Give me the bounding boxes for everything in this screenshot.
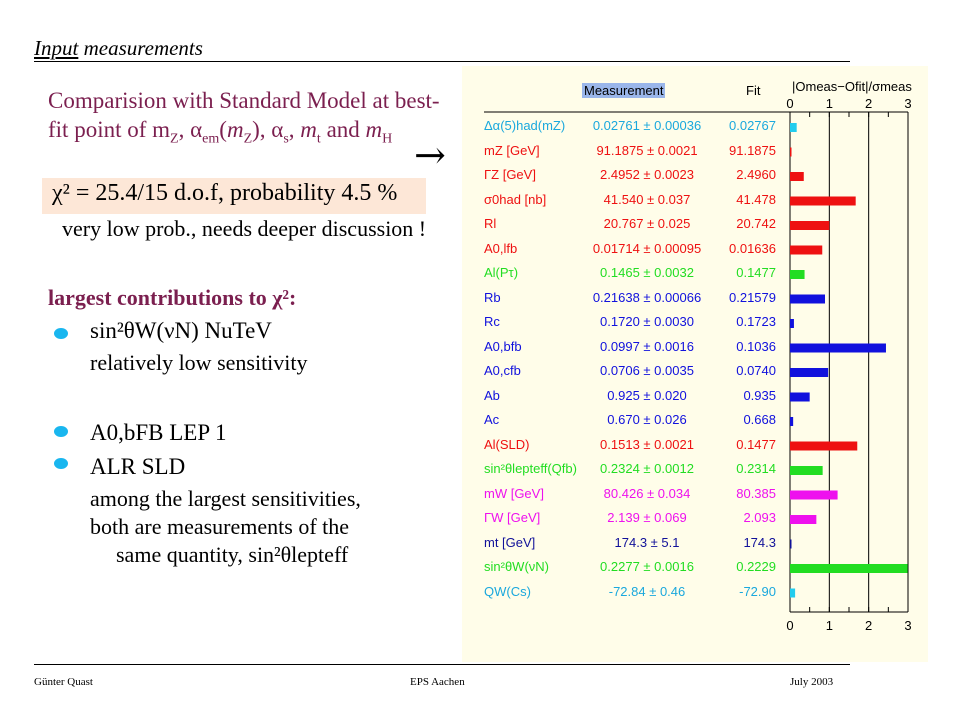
tick-label-top: 2 (865, 96, 873, 111)
pull-bar (790, 466, 823, 475)
row-fit: 0.1477 (736, 265, 776, 280)
row-label: A0,bfb (484, 338, 522, 354)
pull-bar (790, 491, 838, 500)
row-measurement: 41.540 ± 0.037 (603, 191, 691, 207)
tick-label-top: 3 (904, 96, 912, 111)
row-label: σ0had [nb] (484, 191, 547, 207)
row-measurement: 0.02761 ± 0.00036 (592, 118, 702, 133)
row-fit: -72.90 (739, 583, 776, 599)
bullet-alr-note-2: both are measurements of the (90, 514, 350, 539)
pull-bar (790, 197, 856, 206)
slide-title (34, 36, 203, 61)
footer-rule (34, 664, 850, 665)
row-label: Al(Pτ) (484, 265, 519, 280)
row-measurement: 80.426 ± 0.034 (603, 485, 691, 501)
arrow-glyph: → (414, 133, 446, 177)
tick-label-top: 0 (786, 96, 794, 111)
row-fit: 0.1036 (736, 338, 776, 354)
row-measurement: 0.1720 ± 0.0030 (600, 314, 694, 329)
pull-bar (790, 172, 804, 181)
pull-bar (790, 540, 792, 549)
pull-bar (790, 515, 816, 524)
row-measurement: 0.21638 ± 0.00066 (592, 289, 702, 305)
row-fit: 41.478 (736, 191, 776, 207)
row-label: Rc (484, 314, 500, 329)
tick-label-bottom: 3 (904, 618, 912, 633)
row-measurement: -72.84 ± 0.46 (608, 583, 686, 599)
row-measurement: 0.01714 ± 0.00095 (592, 240, 702, 256)
pull-bar (790, 148, 792, 157)
title-input-word: Input (34, 36, 79, 60)
row-label: Ac (484, 412, 500, 427)
tick-label-bottom: 2 (865, 618, 873, 633)
header-pull: |Omeas−Ofit|/σmeas (792, 79, 912, 94)
footer-author: Günter Quast (34, 676, 93, 688)
row-label: Al(SLD) (484, 436, 530, 452)
title-rule (34, 61, 850, 62)
row-label: ΓZ [GeV] (484, 167, 536, 182)
row-label: mZ [GeV] (484, 142, 540, 158)
row-label: ΓW [GeV] (484, 510, 541, 525)
row-measurement: 0.2277 ± 0.0016 (600, 559, 694, 574)
bullet-nutev-note: relatively low sensitivity (90, 350, 308, 375)
row-fit: 0.02767 (729, 118, 776, 133)
comparison-text (48, 86, 440, 147)
pull-bar (790, 270, 805, 279)
row-fit: 2.093 (743, 510, 776, 525)
row-fit: 0.2314 (736, 461, 776, 476)
row-fit: 0.935 (743, 387, 776, 403)
pull-bar (790, 344, 886, 353)
footer-conference: EPS Aachen (410, 676, 465, 688)
row-fit: 80.385 (736, 485, 776, 501)
row-fit: 0.01636 (729, 240, 776, 256)
header-measurement: Measurement (584, 83, 664, 98)
low-probability-note: very low prob., needs deeper discussion ! (62, 216, 427, 241)
pull-bar (790, 442, 857, 451)
pull-bar (790, 319, 794, 328)
row-measurement: 2.139 ± 0.069 (607, 510, 687, 525)
row-fit: 20.742 (736, 216, 776, 231)
row-label: mW [GeV] (484, 485, 544, 501)
row-measurement: 0.1513 ± 0.0021 (600, 436, 694, 452)
pull-bar (790, 368, 828, 377)
pull-bar (790, 221, 829, 230)
largest-contributions-heading: largest contributions to χ²: (48, 285, 297, 310)
tick-label-bottom: 1 (825, 618, 833, 633)
bullet-nutev: sin²θW(νN) NuTeV (90, 318, 272, 343)
pull-bar (790, 417, 793, 426)
row-measurement: 0.0706 ± 0.0035 (600, 363, 694, 378)
row-label: Rb (484, 289, 501, 305)
pull-bar (790, 295, 825, 304)
row-label: Δα(5)had(mZ) (484, 118, 566, 133)
row-fit: 91.1875 (729, 142, 776, 158)
row-measurement: 91.1875 ± 0.0021 (596, 142, 698, 158)
row-label: Ab (484, 387, 500, 403)
row-fit: 0.1723 (736, 314, 776, 329)
row-fit: 0.21579 (729, 289, 776, 305)
bullet-afb-lep: A0,bFB LEP 1 (90, 420, 227, 445)
row-fit: 174.3 (743, 534, 776, 550)
row-label: Rl (484, 216, 497, 231)
title-rest: measurements (78, 36, 203, 60)
row-measurement: 20.767 ± 0.025 (603, 216, 691, 231)
bullet-icon (54, 458, 68, 469)
ew-fit-table-panel (462, 66, 928, 662)
pull-bar (790, 564, 908, 573)
row-label: sin²θlepteff(Qfb) (484, 461, 577, 476)
tick-label-bottom: 0 (786, 618, 794, 633)
row-measurement: 0.2324 ± 0.0012 (600, 461, 694, 476)
comparison-line-1: Comparision with Standard Model at best- (48, 88, 440, 113)
bullet-alr-note-1: among the largest sensitivities, (90, 486, 361, 511)
row-fit: 0.2229 (736, 559, 776, 574)
row-measurement: 0.925 ± 0.020 (607, 387, 687, 403)
row-label: sin²θW(νN) (484, 559, 549, 574)
row-label: QW(Cs) (484, 583, 531, 599)
row-label: mt [GeV] (484, 534, 536, 550)
tick-label-top: 1 (825, 96, 833, 111)
pull-bar (790, 246, 822, 255)
row-measurement: 0.670 ± 0.026 (607, 412, 687, 427)
row-fit: 0.668 (743, 412, 776, 427)
row-fit: 2.4960 (736, 167, 776, 182)
comparison-line-2: fit point of $m_Z$, $\alpha_{em}(m_Z)$, $\alpha_s$, $m_t$ and $m_H$ (48, 117, 393, 147)
row-fit: 0.0740 (736, 363, 776, 378)
bullet-icon (54, 328, 68, 339)
row-measurement: 0.0997 ± 0.0016 (600, 338, 694, 354)
pull-bar (790, 393, 810, 402)
row-fit: 0.1477 (736, 436, 776, 452)
bullet-alr-sld: ALR SLD (90, 454, 186, 479)
chi2-statement: χ² = 25.4/15 d.o.f, probability 4.5 % (52, 180, 398, 206)
bullet-icon (54, 426, 68, 437)
row-label: A0,cfb (484, 363, 521, 378)
bullet-alr-note-3: same quantity, sin²θlepteff (116, 542, 349, 567)
row-measurement: 174.3 ± 5.1 (614, 534, 680, 550)
pull-bar (790, 123, 797, 132)
footer-date: July 2003 (790, 676, 834, 688)
row-label: A0,lfb (484, 240, 518, 256)
row-measurement: 0.1465 ± 0.0032 (600, 265, 694, 280)
row-measurement: 2.4952 ± 0.0023 (600, 167, 694, 182)
header-fit: Fit (746, 83, 761, 98)
pull-bar (790, 589, 795, 598)
